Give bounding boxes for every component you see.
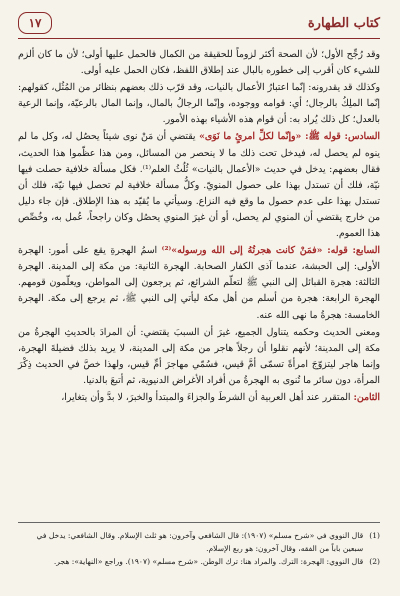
paragraph-6-text: المتقرر عند أهل العربية أن الشرطَ والجزاءَ والمبتدأ والخبرَ، لا بدَّ وأن يتغايرا، bbox=[61, 391, 354, 403]
footnote-2-number: (2) bbox=[369, 557, 380, 566]
paragraph-3-heading: السادس: قوله ﷺ: «وإنّما لكلِّ امرئٍ ما نَوَى» bbox=[199, 131, 381, 143]
footnote-1-number: (1) bbox=[369, 531, 380, 540]
paragraph-1 bbox=[18, 47, 380, 79]
paragraph-3-text: يقتضي أن مَنْ نوى شيئاً يحصُل له، وكل ما لم ينوه لم يحصل له، فيدخل تحت ذلك ما لا ينحصر من المسائل، ومن هذا عظّموا هذا الحديث، فقال بعضهم: يدخل في حديث «الأعمال بالنيات» ثُلُثُ العلم⁽¹⁾. فكل مسألة خلافية حصلت فيها نيّة، فلك أن تستدل بهذا على حصول المنويّ. وكلُّ مسألة خلافية لم تحصل فيها نيّة، فلك أن تستدل بهذا على عدم حصول ما وقع فيه النزاع. وسيأتي ما يُقيّد به هذا الإطلاق. فإن جاء دليل من خارج يقتضي أن المنوي لم يحصل، أو أن غيرَ المنوي يحصُل وكان راجحاً، عُمل به، وخُصِّص هذا العموم. bbox=[18, 131, 381, 240]
footnote-2-text: قال النووي: الهجرة: الترك. والمراد هنا: ترك الوطن. «شرح مسلم» (١٩٠٧). وراجع «النهاية»: هجر. bbox=[53, 557, 364, 566]
paragraph-4 bbox=[18, 243, 380, 323]
footnote-1-text: قال النووي في «شرح مسلم» (١٩٠٧): قال الشافعي وآخرون: هو ثلث الإسلام. وقال الشافعي: يدخل في سبعين باباً من الفقه، وقال آخرون: هو ربع الإسلام. bbox=[36, 531, 364, 553]
paragraph-3 bbox=[18, 129, 380, 242]
page-number: ١٧ bbox=[18, 12, 52, 34]
paragraph-2 bbox=[18, 80, 380, 128]
paragraph-5-text: ومعنى الحديث وحكمه يتناول الجميع، غيرَ أن السببَ يقتضي: أن المرادَ بالحديثِ الهجرةُ من مكة إلى المدينة؛ لأنهم نقلوا أن رجلاً هاجر من مكة إلى المدينة، لا يريد بذلك فضيلةَ الهجرة، وإنما هاجر ليتزوّجَ امرأةً تسمّى أمَّ قيس، فسُمّي مهاجرَ أمِّ قيس، ولهذا خصَّ في الحديث ذِكْرَ المرأة، دون سائر ما تُنوى به الهجرةُ من أفراد الأغراض الدنيوية، ثم أتبعَ بالدنيا. bbox=[18, 326, 380, 386]
paragraph-2-text: وكذلك قد يقدرونه: إنّما اعتبارُ الأعمال بالنيات، وقد قرّب ذلك بعضهم بنظائر من المُثُل، كقولهم: إنّما الملِكُ بالرجال؛ أي: قوامه ووجوده، وإنّما الرجالُ بالمال، وإنما المال بالرعيّة، وإنما الرعية بالعدل؛ كل ذلك يُراد به: أن قوام هذه الأشياء بهذه الأمور. bbox=[18, 82, 380, 126]
page-header bbox=[18, 8, 380, 39]
paragraph-1-text: وقد رُجِّح الأول؛ لأن الصحة أكثر لزوماً للحقيقة من الكمال فالحمل عليها أولى؛ لأن ما كان ألزم للشيء كان أقرب إلى خطوره بالبال عند إطلاق اللفظ، فكان الحمل عليه أولى. bbox=[18, 49, 380, 77]
paragraph-6 bbox=[18, 390, 380, 406]
footnotes bbox=[18, 522, 380, 568]
page-body bbox=[18, 47, 380, 406]
paragraph-6-heading: الثامن: bbox=[353, 391, 380, 403]
paragraph-4-text: اسمُ الهجرةِ يقع على أمور: الهجرة الأولى: إلى الحبشة، عندما آذى الكفار الصحابة. الهجرة الثانية: من مكة إلى المدينة. الهجرة الثالثة: هجرة القبائل إلى النبي ﷺ لتعلّم الشرائع، ثم يرجعون إلى المواطن، ويعلّمون قومهم. الهجرة الرابعة: هجرة من أسلم من أهل مكة ليأتي إلى النبي ﷺ، ثم يرجع إلى مكة. الهجرة الخامسة: هجرةُ ما نهى الله عنه. bbox=[18, 245, 380, 321]
paragraph-5 bbox=[18, 325, 380, 389]
paragraph-4-heading: السابع: قوله: «فمَنْ كانت هجرتُهُ إلى الله ورسوله»⁽²⁾ bbox=[161, 245, 381, 257]
chapter-title: كتاب الطهارة bbox=[307, 15, 380, 31]
footnote-1 bbox=[18, 529, 380, 555]
footnote-2 bbox=[18, 555, 380, 568]
